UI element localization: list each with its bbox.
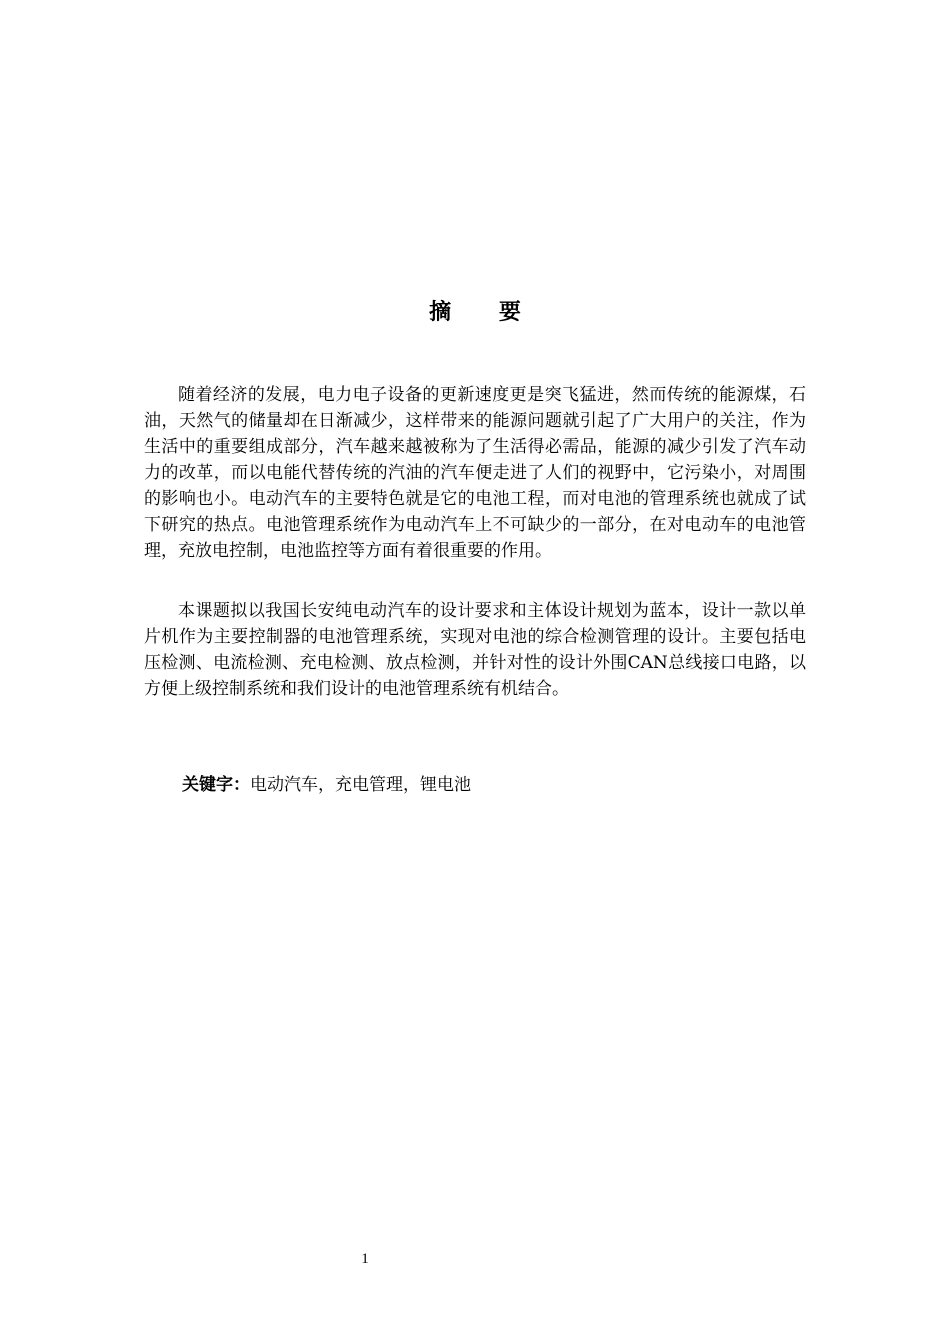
abstract-paragraph-2-block xyxy=(144,598,806,702)
abstract-paragraph-1-block xyxy=(144,382,806,564)
abstract-title: 摘 要 xyxy=(429,300,541,325)
abstract-paragraph: 本课题拟以我国长安纯电动汽车的设计要求和主体设计规划为蓝本，设计一款以单片机作为主要控制器的电池管理系统，实现对电池的综合检测管理的设计。主要包括电压检测、电流检测、充电检测、放点检测，并针对性的设计外围CAN总线接口电路，以方便上级控制系统和我们设计的电池管理系统有机结合。 xyxy=(144,601,806,699)
page-number: 1 xyxy=(361,1251,369,1267)
keywords-line xyxy=(182,772,782,798)
keywords-value: 电动汽车，充电管理，锂电池 xyxy=(250,775,471,795)
keywords-label: 关键字： xyxy=(182,775,250,795)
abstract-paragraph: 随着经济的发展，电力电子设备的更新速度更是突飞猛进，然而传统的能源煤，石油，天然气的储量却在日渐减少，这样带来的能源问题就引起了广大用户的关注，作为生活中的重要组成部分，汽车越来越被称为了生活得必需品，能源的减少引发了汽车动力的改革，而以电能代替传统的汽油的汽车便走进了人们的视野中，它污染小，对周围的影响也小。电动汽车的主要特色就是它的电池工程，而对电池的管理系统也就成了试下研究的热点。电池管理系统作为电动汽车上不可缺少的一部分，在对电动车的电池管理，充放电控制，电池监控等方面有着很重要的作用。 xyxy=(144,385,806,561)
